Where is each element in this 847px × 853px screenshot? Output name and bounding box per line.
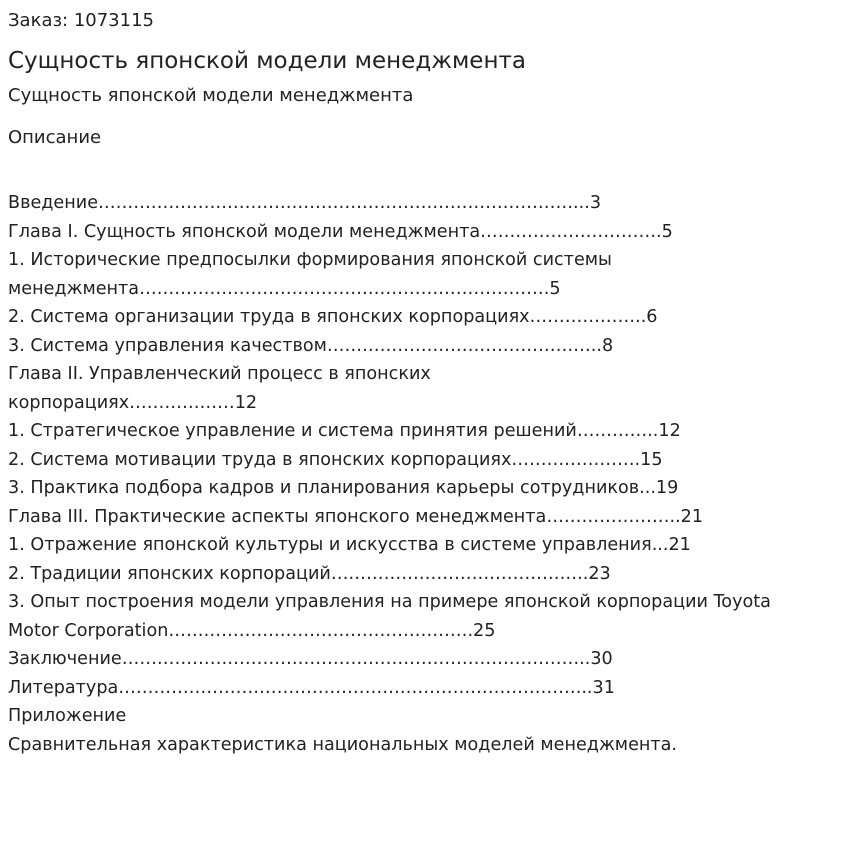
order-number: Заказ: 1073115 <box>8 10 154 31</box>
toc-line: 3. Опыт построения модели управления на примере японской корпорации Toyota <box>8 592 771 612</box>
toc-line: 1. Исторические предпосылки формирования японской системы <box>8 250 612 270</box>
toc-line: корпорациях………………12 <box>8 392 258 413</box>
toc-line: 2. Система мотивации труда в японских корпорациях………………….15 <box>8 449 663 470</box>
toc-line: Литература……………………………………………………………………...31 <box>8 677 615 698</box>
toc-line: Глава I. Сущность японской модели менеджмента………………………….5 <box>8 221 673 242</box>
toc-line: 2. Система организации труда в японских корпорациях………………..6 <box>8 307 658 327</box>
toc-line: Введение………………………………………………………………………...3 <box>8 193 602 213</box>
toc-line: 2. Традиции японских корпораций……………………………………..23 <box>8 563 611 584</box>
page-title: Сущность японской модели менеджмента <box>8 48 526 74</box>
toc-line: Сравнительная характеристика национальных моделей менеджмента. <box>8 734 678 755</box>
description-heading: Описание <box>8 127 102 148</box>
toc-line: 1. Отражение японской культуры и искусства в системе управления...21 <box>8 535 691 555</box>
toc-line: 3. Система управления качеством………………………………………..8 <box>8 335 614 356</box>
toc-line: Глава III. Практические аспекты японского менеджмента…………………..21 <box>8 506 704 527</box>
toc-line: 1. Стратегическое управление и система принятия решений…………..12 <box>8 421 681 441</box>
toc-line: Заключение……………………………………………………………………..30 <box>8 649 613 669</box>
toc-line: Приложение <box>8 706 127 726</box>
page-subtitle: Сущность японской модели менеджмента <box>8 85 414 106</box>
table-of-contents <box>8 189 839 759</box>
toc-line: Глава II. Управленческий процесс в японских <box>8 364 431 384</box>
toc-line: менеджмента…………………………………………………………….5 <box>8 278 561 299</box>
toc-line: 3. Практика подбора кадров и планирования карьеры сотрудников...19 <box>8 478 679 498</box>
toc-line: Motor Corporation…………………………………………….25 <box>8 620 496 641</box>
